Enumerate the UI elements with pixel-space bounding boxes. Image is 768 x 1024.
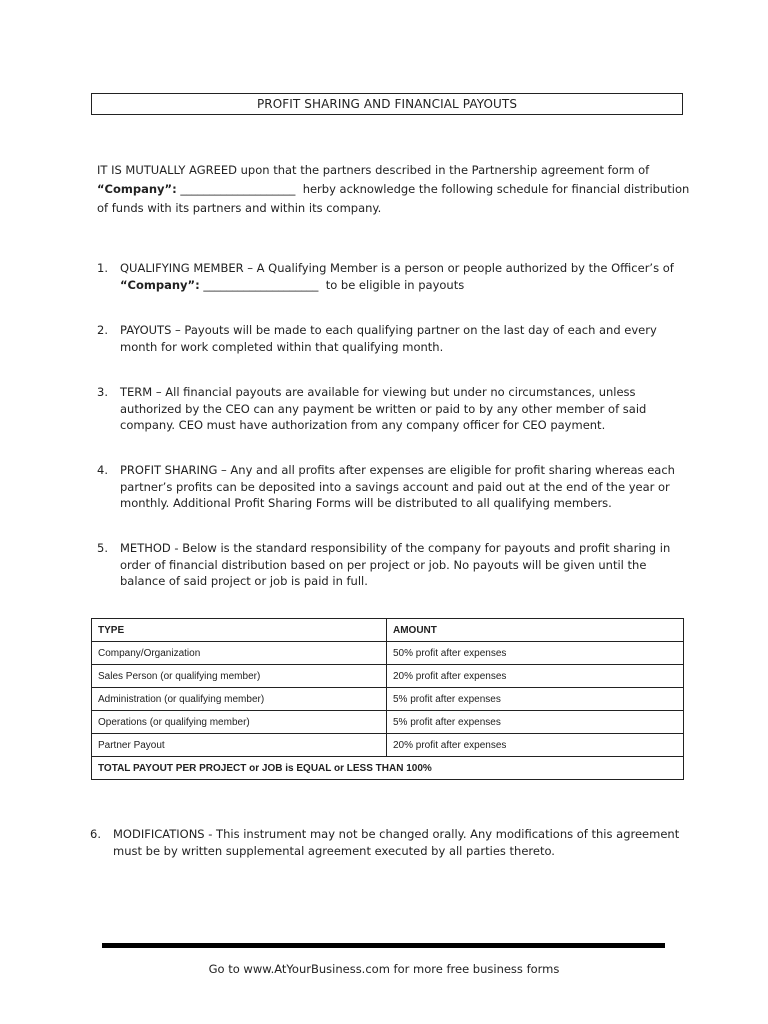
- list-item-text: TERM – All financial payouts are available for viewing but under no circumstances, unless authorized by the CEO can any payment be written or paid to by any other member of said company. CEO must have authorization from any company officer for CEO payment.: [120, 385, 647, 432]
- list-item-qualifying-member: [97, 260, 677, 293]
- list-item-text: PAYOUTS – Payouts will be made to each qualifying partner on the last day of each and every month for work completed within that qualifying month.: [120, 323, 657, 354]
- footer-divider: [102, 943, 665, 948]
- table-row: [92, 688, 684, 711]
- list-item-payouts: [97, 322, 677, 355]
- list-item-text: PROFIT SHARING – Any and all profits after expenses are eligible for profit sharing whereas each partner’s profits can be deposited into a savings account and paid out at the end of the year or monthly. Additional Profit Sharing Forms will be distributed to all qualifying members.: [120, 463, 675, 510]
- list-item-number: 5.: [97, 541, 108, 555]
- item-company-label: “Company”:: [120, 277, 200, 292]
- list-item-text: QUALIFYING MEMBER – A Qualifying Member is a person or people authorized by the Officer’s of: [120, 261, 674, 275]
- document-title-text: PROFIT SHARING AND FINANCIAL PAYOUTS: [256, 97, 518, 111]
- table-cell-type: Sales Person (or qualifying member): [92, 665, 387, 688]
- list-item-number: 2.: [97, 323, 108, 337]
- intro-text-1: IT IS MUTUALLY AGREED upon that the partners described in the Partnership agreement form of: [97, 163, 650, 177]
- document-title: [91, 93, 683, 115]
- table-row: [92, 734, 684, 757]
- table-header-type: TYPE: [92, 619, 387, 642]
- item-company-blank: ____________________: [203, 277, 319, 292]
- intro-company-blank: ____________________: [180, 182, 296, 196]
- table-row: [92, 711, 684, 734]
- list-item-modifications: [90, 826, 680, 859]
- payout-table: [91, 618, 684, 780]
- table-row: [92, 642, 684, 665]
- intro-text-2: herby acknowledge the following schedule for financial distribution of funds with its partners and within its company.: [97, 182, 690, 215]
- table-cell-amount: 5% profit after expenses: [387, 711, 684, 734]
- table-header-row: [92, 619, 684, 642]
- list-item-profit-sharing: [97, 462, 677, 512]
- list-item-text-end: to be eligible in payouts: [325, 277, 465, 292]
- list-item-number: 4.: [97, 463, 108, 477]
- list-item-term: [97, 384, 677, 434]
- table-header-amount: AMOUNT: [387, 619, 684, 642]
- list-item-number: 3.: [97, 385, 108, 399]
- table-cell-type: Partner Payout: [92, 734, 387, 757]
- table-cell-type: Company/Organization: [92, 642, 387, 665]
- table-total: TOTAL PAYOUT PER PROJECT or JOB is EQUAL or LESS THAN 100%: [92, 757, 684, 780]
- table-cell-amount: 50% profit after expenses: [387, 642, 684, 665]
- table-cell-type: Administration (or qualifying member): [92, 688, 387, 711]
- table-row: [92, 665, 684, 688]
- table-cell-amount: 20% profit after expenses: [387, 665, 684, 688]
- footer-text: Go to www.AtYourBusiness.com for more free business forms: [208, 962, 560, 976]
- list-item-text: METHOD - Below is the standard responsibility of the company for payouts and profit sharing in order of financial distribution based on per project or job. No payouts will be given until the balance of said project or job is paid in full.: [120, 541, 671, 588]
- intro-company-label: “Company”:: [97, 182, 177, 196]
- table-cell-amount: 5% profit after expenses: [387, 688, 684, 711]
- table-cell-type: Operations (or qualifying member): [92, 711, 387, 734]
- table-total-row: [92, 757, 684, 780]
- intro-paragraph: [97, 161, 697, 218]
- table-cell-amount: 20% profit after expenses: [387, 734, 684, 757]
- list-item-text: MODIFICATIONS - This instrument may not be changed orally. Any modifications of this agreement must be by written supplemental agreement executed by all parties thereto.: [113, 827, 680, 858]
- list-item-number: 6.: [90, 827, 101, 841]
- list-item-method: [97, 540, 677, 590]
- list-item-number: 1.: [97, 261, 108, 275]
